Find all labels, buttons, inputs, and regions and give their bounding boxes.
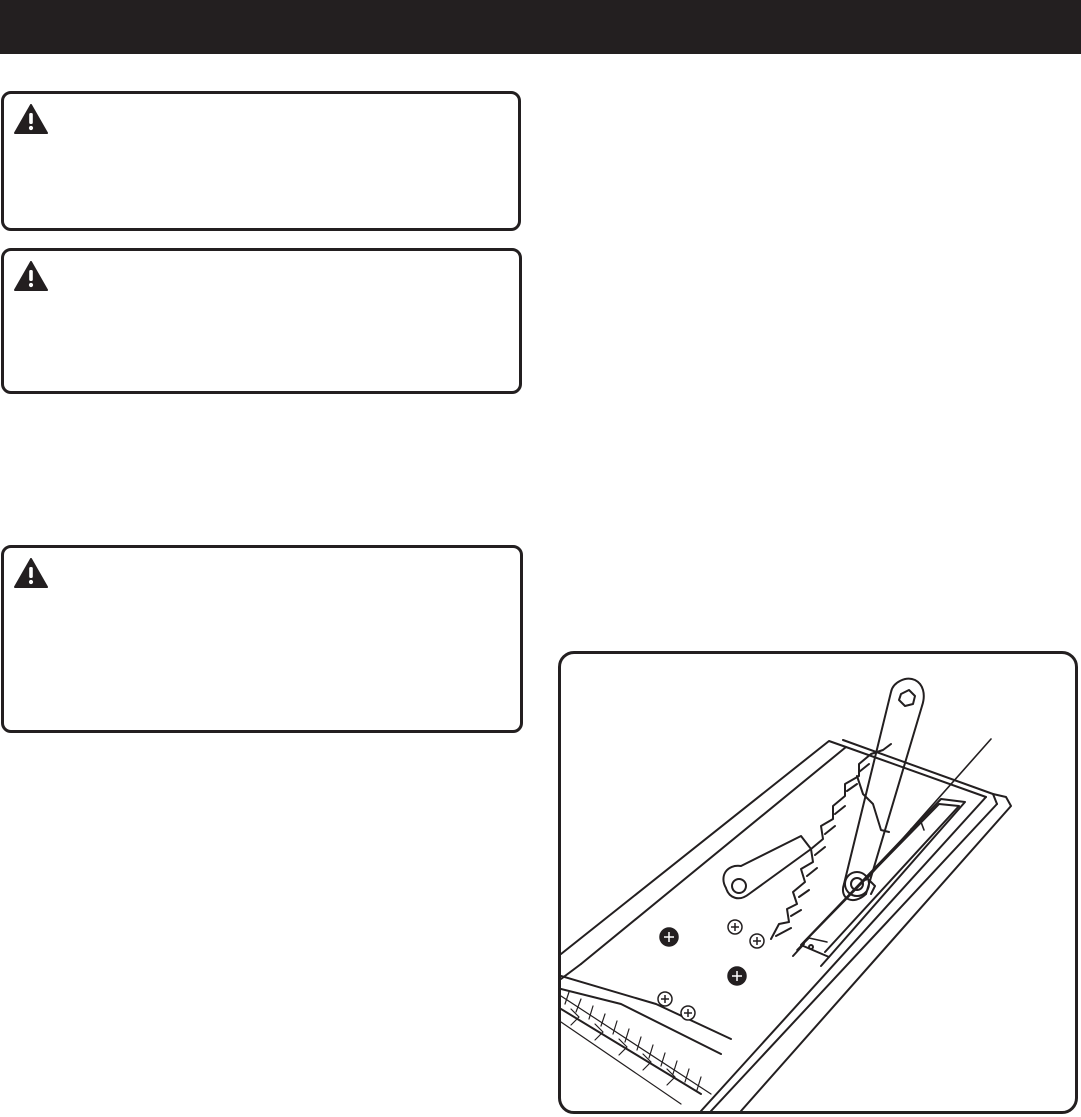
blade-wrench-illustration (561, 654, 1075, 1111)
warning-box-2 (1, 248, 522, 394)
screw-icon (660, 928, 678, 946)
wrench-icon (843, 679, 924, 900)
warning-box-1 (1, 91, 521, 231)
header-bar (0, 0, 1081, 54)
illustration-frame (558, 651, 1078, 1114)
table-surface (561, 740, 1011, 1111)
screw-icon (658, 992, 672, 1006)
warning-triangle-icon (14, 104, 48, 134)
screw-icon (728, 967, 746, 985)
screw-icon (750, 934, 764, 948)
screw-icon (728, 920, 742, 934)
warning-triangle-icon (14, 261, 48, 291)
warning-triangle-icon (14, 558, 48, 588)
screw-icon (681, 1006, 695, 1020)
screws (658, 920, 764, 1020)
warning-box-3 (1, 545, 523, 733)
